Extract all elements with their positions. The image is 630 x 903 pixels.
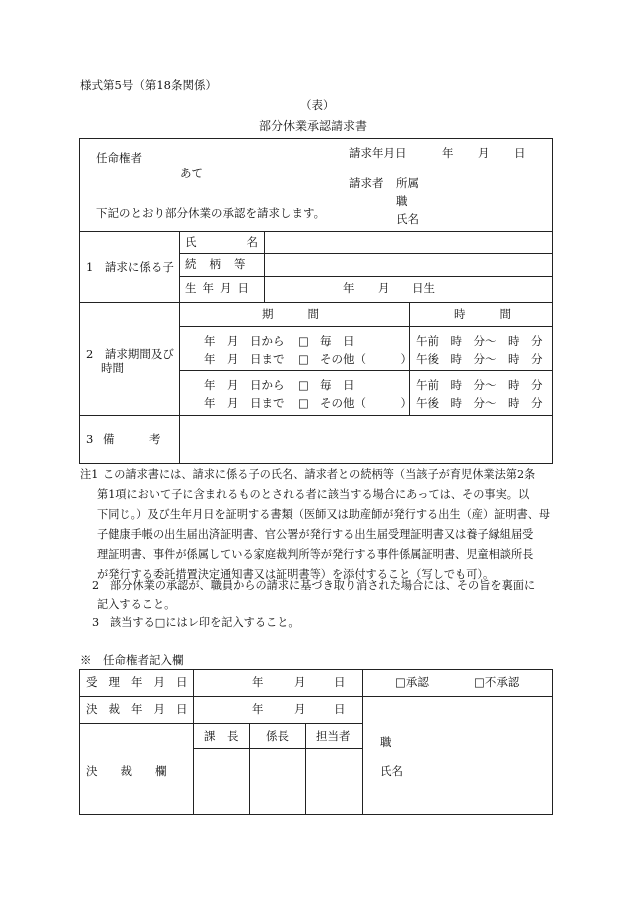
pm-time-range: 午後 時 分～ 時 分 [416,396,543,410]
decided-day: 日 [334,702,346,716]
child-birthdate-label: 生年月日 [185,281,255,295]
period-to: 年 月 日まで [204,396,285,410]
child-birth-day-suffix: 日生 [412,281,435,295]
decided-month: 月 [294,702,306,716]
requester-label: 請求者 [349,176,384,190]
table-side-mark: （表） [300,98,335,112]
period-column-header: 期間 [262,307,353,321]
approver-name-label: 氏名 [380,764,403,778]
note-2-line: 記入すること。 [97,598,176,611]
daily-checkbox[interactable]: □ [298,378,309,392]
note-3-line: 該当する□にはレ印を記入すること。 [110,616,300,629]
child-relation-label: 続柄等 [185,257,259,271]
am-time-range: 午前 時 分～ 時 分 [416,378,543,392]
note-1-line: 下同じ。）及び生年月日を証明する書類（医師又は助産師が発行する出生（産）証明書、母 [97,508,551,521]
approver-post-label: 職 [380,735,392,749]
decided-date-label: 決裁年月日 [86,702,199,716]
staff-header: 担当者 [316,729,351,743]
child-name-label: 氏名 [185,235,308,249]
note-1-line: 第1項において子に含まれるものとされる者に該当する場合にあっては、その事実。以 [97,488,530,501]
addressee-suffix: あて [180,166,203,180]
approved-checkbox[interactable]: □承認 [395,675,429,689]
pm-time-range: 午後 時 分～ 時 分 [416,352,543,366]
note-2-lead: 2 [92,579,100,592]
received-date-label: 受理年月日 [86,675,199,689]
other-checkbox[interactable]: □ [298,352,309,366]
other-option: その他（ ） [320,352,412,366]
note-1-line: 子健康手帳の出生届出済証明書、官公署が発行する出生届受理証明書又は養子縁組届受 [97,528,534,541]
section2-heading-line1: 2 請求期間及び [86,347,174,361]
period-from: 年 月 日から [204,334,285,348]
requester-name-label: 氏名 [396,212,419,226]
other-option: その他（ ） [320,396,412,410]
daily-option: 毎 日 [320,378,355,392]
remarks-label: 備 考 [103,432,161,446]
period-to: 年 月 日まで [204,352,285,366]
request-statement: 下記のとおり部分休業の承認を請求します。 [96,206,326,220]
time-column-header: 時間 [454,307,545,321]
note-3-lead: 3 [92,616,100,629]
appointer-label: 任命権者 [96,151,142,165]
daily-checkbox[interactable]: □ [298,334,309,348]
request-date-month: 月 [478,146,490,160]
received-month: 月 [294,675,306,689]
form-number-label: 様式第5号（第18条関係） [80,78,217,92]
note-2-line: 部分休業の承認が、職員からの請求に基づき取り消された場合には、その旨を裏面に [110,579,536,592]
request-date-year: 年 [442,146,454,160]
chief-header: 係長 [266,729,289,743]
child-birth-year: 年 [343,281,355,295]
requester-affiliation-label: 所属 [396,176,419,190]
am-time-range: 午前 時 分～ 時 分 [416,334,543,348]
section-chief-header: 課 長 [204,729,239,743]
requester-post-label: 職 [396,194,408,208]
note-1-line: が発行する委託措置決定通知書又は証明書等）を添付すること（写しでも可）。 [97,568,495,581]
note-1-line: この請求書には、請求に係る子の氏名、請求者との続柄等（当該子が育児休業法第2条 [103,468,536,481]
decided-year: 年 [252,702,264,716]
period-from: 年 月 日から [204,378,285,392]
note-1-lead: 注1 [80,468,99,481]
appointer-section-heading: ※ 任命権者記入欄 [80,653,184,667]
child-birth-month: 月 [378,281,390,295]
other-checkbox[interactable]: □ [298,396,309,410]
request-date-day: 日 [514,146,526,160]
approval-column-label: 決 裁 欄 [86,764,167,778]
not-approved-checkbox[interactable]: □不承認 [474,675,520,689]
note-1-line: 理証明書、事件が係属している家庭裁判所等が発行する事件係属証明書、児童相談所長 [97,548,534,561]
section3-number: 3 [86,432,94,446]
received-day: 日 [334,675,346,689]
page-title: 部分休業承認請求書 [259,119,368,133]
section2-heading-line2: 時間 [101,361,124,375]
received-year: 年 [252,675,264,689]
daily-option: 毎 日 [320,334,355,348]
request-date-label: 請求年月日 [349,146,407,160]
section1-heading: 1 請求に係る子 [86,260,174,274]
